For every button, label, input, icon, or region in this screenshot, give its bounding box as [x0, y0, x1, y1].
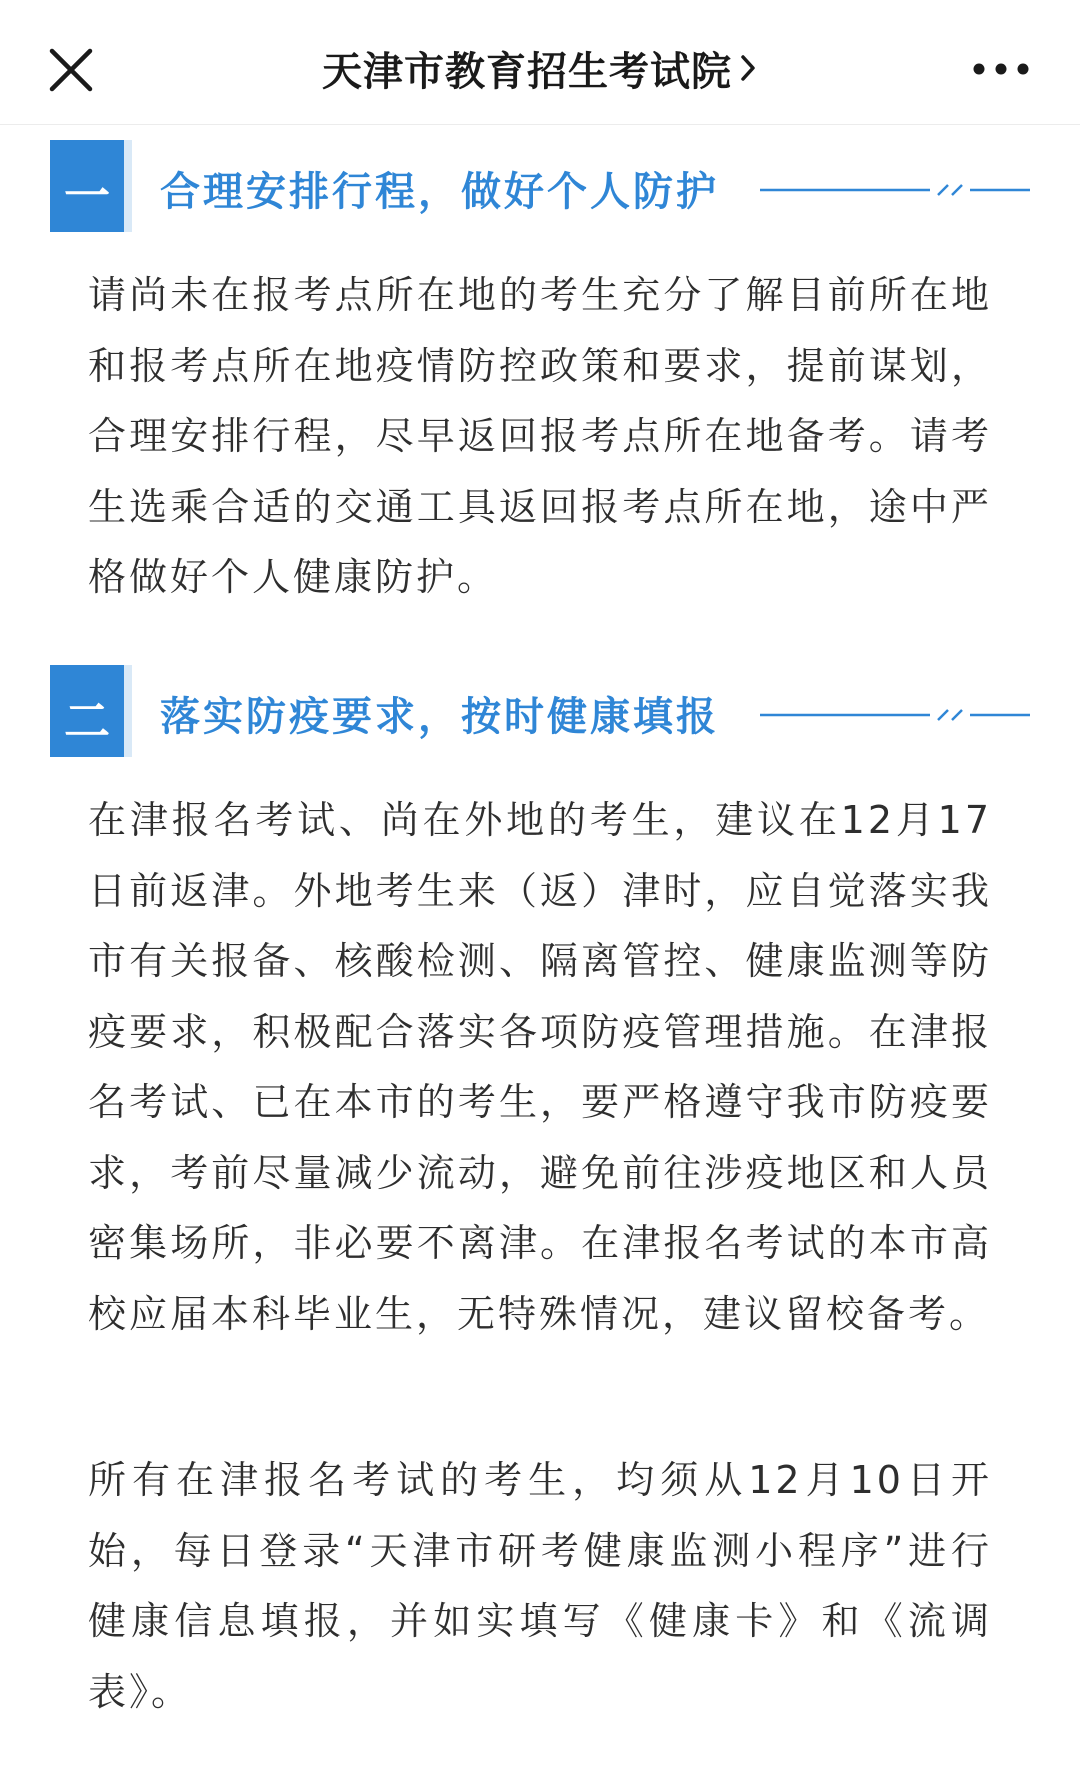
- section-header-1: [0, 140, 1080, 236]
- section-number-badge: [50, 665, 124, 757]
- section-number-badge: [50, 140, 124, 232]
- page-title: 天津市教育招生考试院: [322, 49, 732, 95]
- top-navigation-bar: [0, 0, 1080, 125]
- chevron-right-icon: [738, 47, 758, 93]
- section-number: 二: [64, 695, 110, 747]
- section-title: 合理安排行程，做好个人防护: [160, 169, 719, 215]
- section-title: 落实防疫要求，按时健康填报: [160, 694, 719, 740]
- section-2-paragraph-2: 所有在津报名考试的考生，均须从12月10日开始，每日登录“天津市研考健康监测小程序”进行健康信息填报，并如实填写《健康卡》和《流调表》。: [88, 1458, 992, 1714]
- close-icon[interactable]: [44, 43, 98, 97]
- section-2-paragraph-1: 在津报名考试、尚在外地的考生，建议在12月17日前返津。外地考生来（返）津时，应自觉落实我市有关报备、核酸检测、隔离管控、健康监测等防疫要求，积极配合落实各项防疫管理措施。在津报名考试、已在本市的考生，要严格遵守我市防疫要求，考前尽量减少流动，避免前往涉疫地区和人员密集场所，非必要不离津。在津报名考试的本市高校应届本科毕业生，无特殊情况，建议留校备考。: [88, 798, 992, 1336]
- section-number: 一: [64, 170, 110, 222]
- more-horizontal-icon[interactable]: [970, 54, 1032, 84]
- account-title-link[interactable]: [180, 40, 900, 97]
- decorative-divider: [760, 184, 1030, 196]
- decorative-divider: [760, 709, 1030, 721]
- section-1-paragraph: 请尚未在报考点所在地的考生充分了解目前所在地和报考点所在地疫情防控政策和要求，提前谋划，合理安排行程，尽早返回报考点所在地备考。请考生选乘合适的交通工具返回报考点所在地，途中严格做好个人健康防护。: [88, 273, 992, 599]
- section-header-2: [0, 665, 1080, 761]
